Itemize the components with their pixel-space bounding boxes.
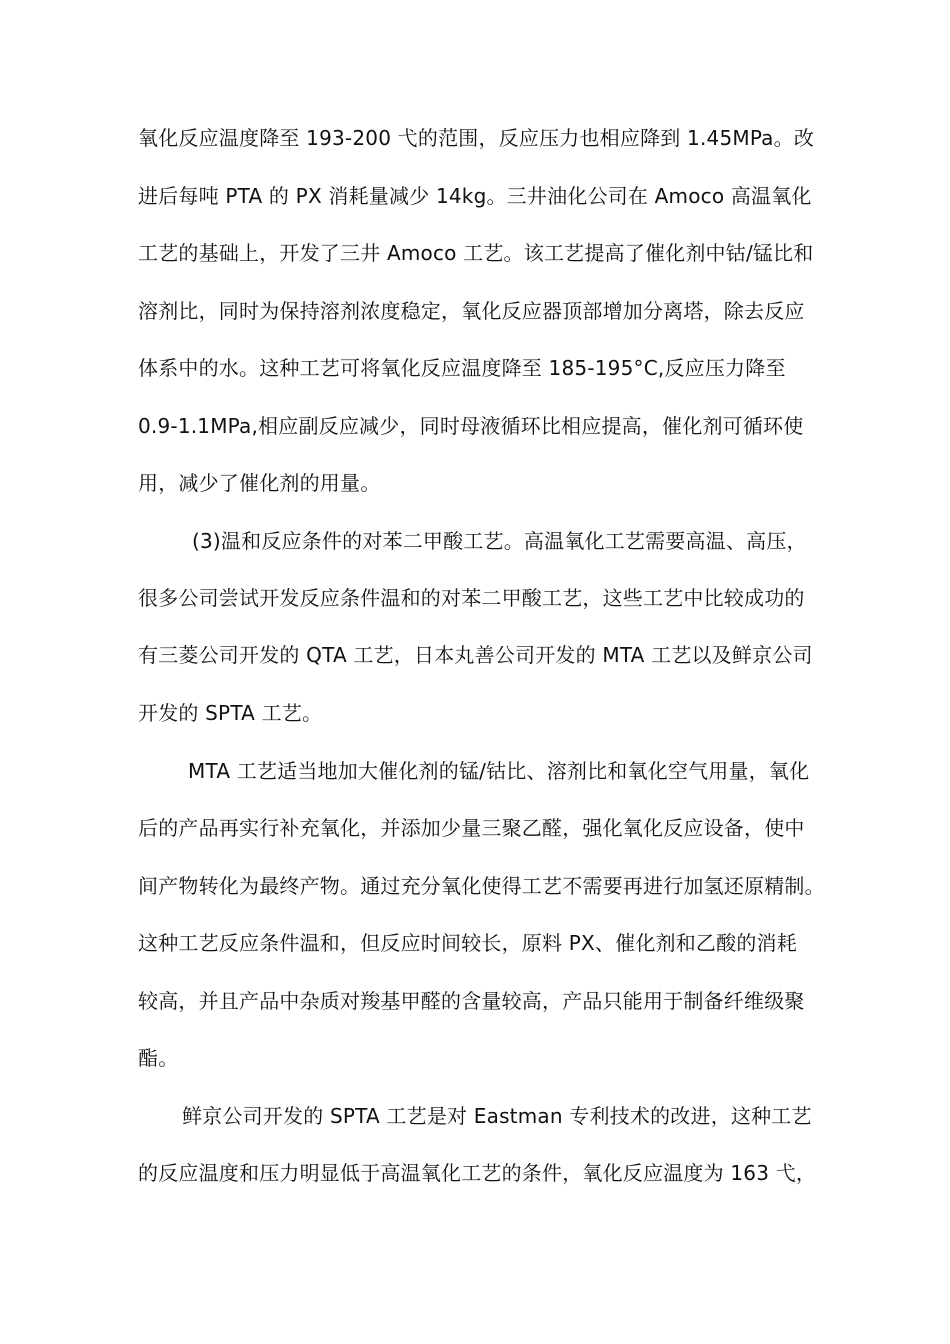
text-line: 体系中的水。这种工艺可将氧化反应温度降至 185-195°C,反应压力降至 bbox=[138, 356, 786, 380]
text-line: 工艺的基础上，开发了三井 Amoco 工艺。该工艺提高了催化剂中钴/锰比和 bbox=[138, 241, 814, 265]
text-line: 0.9-1.1MPa,相应副反应减少，同时母液循环比相应提高，催化剂可循环使 bbox=[138, 414, 804, 438]
text-line: 很多公司尝试开发反应条件温和的对苯二甲酸工艺，这些工艺中比较成功的 bbox=[138, 586, 805, 610]
text-line: 的反应温度和压力明显低于高温氧化工艺的条件，氧化反应温度为 163 弋， bbox=[138, 1161, 817, 1185]
text-line: 这种工艺反应条件温和，但反应时间较长，原料 PX、催化剂和乙酸的消耗 bbox=[138, 931, 797, 955]
text-line: 开发的 SPTA 工艺。 bbox=[138, 701, 323, 725]
text-line: 酯。 bbox=[138, 1046, 179, 1070]
text-line: 后的产品再实行补充氧化，并添加少量三聚乙醛，强化氧化反应设备，使中 bbox=[138, 816, 805, 840]
text-line: 溶剂比，同时为保持溶剂浓度稳定，氧化反应器顶部增加分离塔，除去反应 bbox=[138, 299, 805, 323]
text-line: 氧化反应温度降至 193-200 弋的范围，反应压力也相应降到 1.45MPa。改 bbox=[138, 126, 815, 150]
paragraph-mta-start: MTA 工艺适当地加大催化剂的锰/钴比、溶剂比和氧化空气用量，氧化 bbox=[188, 759, 810, 783]
paragraph-3-start: (3)温和反应条件的对苯二甲酸工艺。高温氧化工艺需要高温、高压， bbox=[192, 529, 807, 553]
text-line: 有三菱公司开发的 QTA 工艺，日本丸善公司开发的 MTA 工艺以及鲜京公司 bbox=[138, 643, 813, 667]
paragraph-spta-start: 鲜京公司开发的 SPTA 工艺是对 Eastman 专利技术的改进，这种工艺 bbox=[182, 1104, 812, 1128]
text-line: 进后每吨 PTA 的 PX 消耗量减少 14kg。三井油化公司在 Amoco 高温氧化 bbox=[138, 184, 812, 208]
text-line: 用，减少了催化剂的用量。 bbox=[138, 471, 381, 495]
text-line: 间产物转化为最终产物。通过充分氧化使得工艺不需要再进行加氢还原精制。 bbox=[138, 874, 825, 898]
text-line: 较高，并且产品中杂质对羧基甲醛的含量较高，产品只能用于制备纤维级聚 bbox=[138, 989, 805, 1013]
